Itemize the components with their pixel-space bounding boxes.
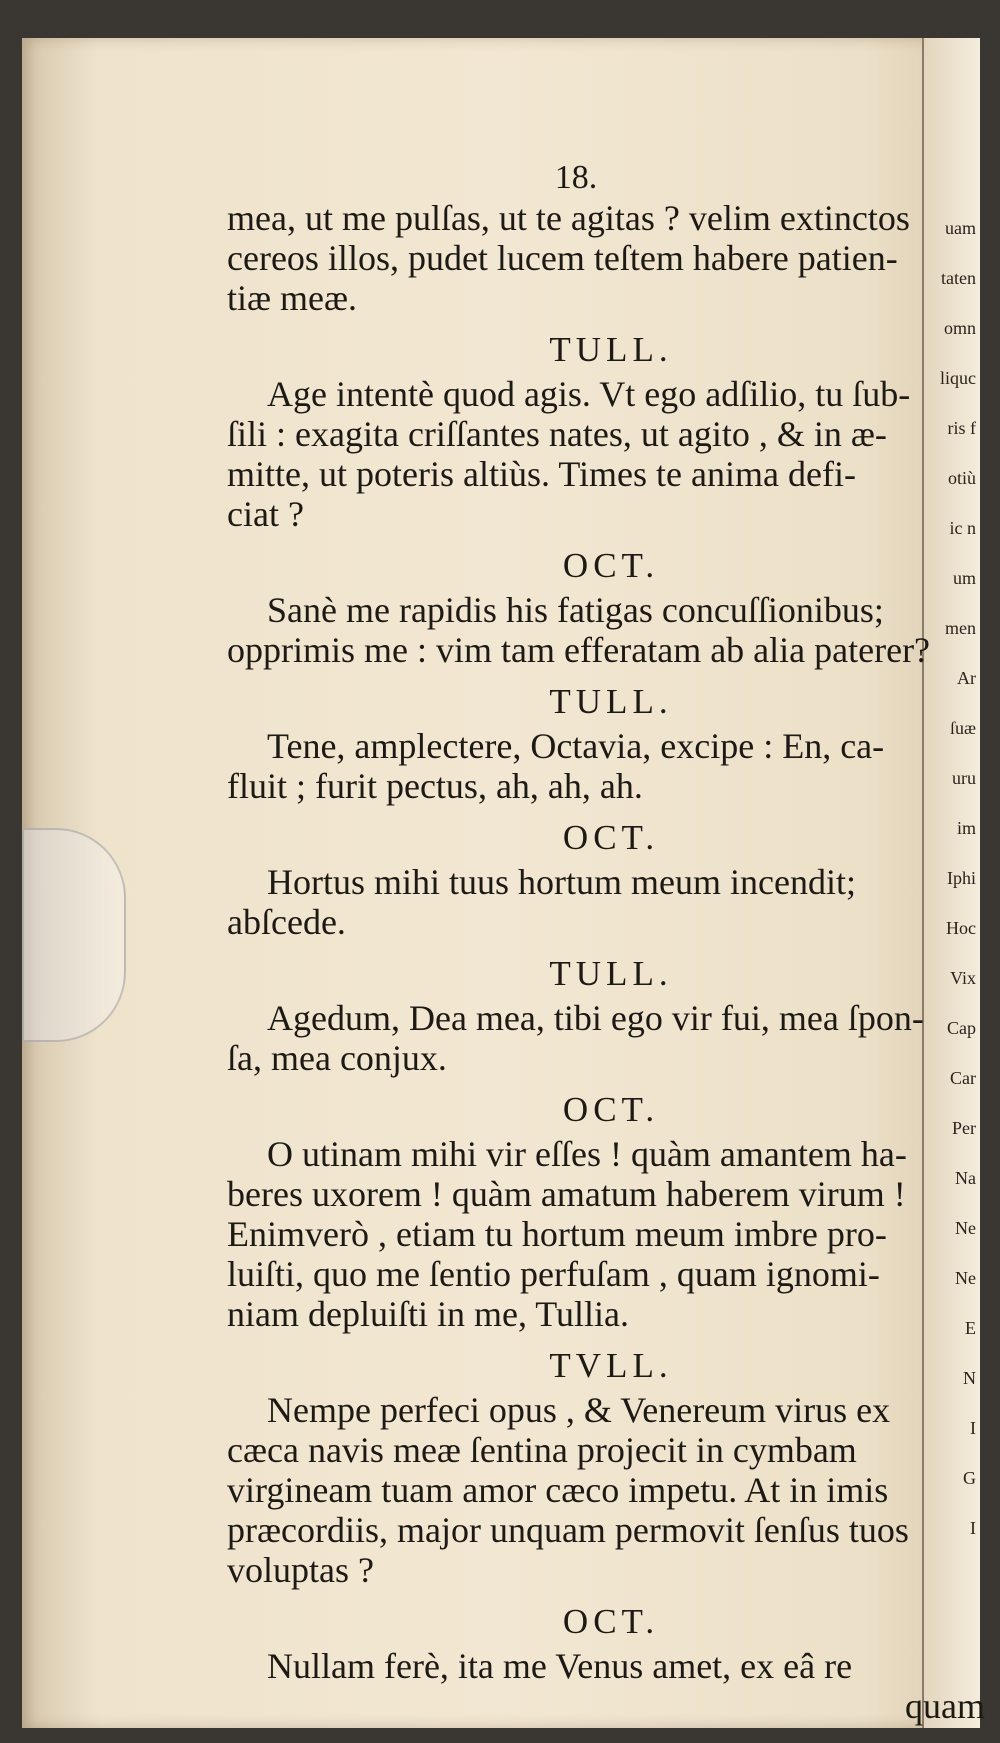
- dialogue-paragraph: [227, 1134, 995, 1334]
- page-clip: [22, 828, 126, 1042]
- edge-fragment: Ne: [955, 1218, 976, 1238]
- text-line: tiæ meæ.: [227, 278, 358, 318]
- speaker-heading: TULL.: [549, 330, 673, 369]
- text-line: voluptas ?: [227, 1550, 374, 1590]
- edge-fragment: otiù: [947, 468, 976, 488]
- edge-fragment: um: [952, 568, 976, 588]
- dialogue-paragraph: [227, 726, 995, 806]
- edge-fragment: Ne: [955, 1268, 976, 1288]
- edge-fragment: liquc: [940, 368, 976, 388]
- text-line: præcordiis, major unquam permovit ſenſus tuos: [227, 1510, 909, 1550]
- edge-fragment: men: [945, 618, 976, 638]
- dialogue-paragraph: [227, 590, 995, 670]
- speaker-heading: OCT.: [562, 1602, 660, 1641]
- text-line: O utinam mihi vir eſſes ! quàm amantem ha-: [267, 1134, 907, 1174]
- edge-fragment: G: [963, 1468, 976, 1488]
- book-page: [22, 38, 985, 1728]
- edge-fragment: Na: [955, 1168, 976, 1188]
- edge-fragment: E: [965, 1318, 976, 1338]
- text-line: Agedum, Dea mea, tibi ego vir fui, mea ſpon-: [267, 998, 924, 1038]
- edge-fragment: Per: [952, 1118, 976, 1138]
- edge-fragment: ſuæ: [949, 718, 976, 738]
- edge-fragment: taten: [941, 268, 976, 288]
- text-line: cereos illos, pudet lucem teſtem habere patien-: [227, 238, 898, 278]
- speaker-heading: TULL.: [549, 682, 673, 721]
- dialogue-paragraph: [227, 1646, 995, 1686]
- speaker-heading: OCT.: [562, 818, 660, 857]
- edge-fragment: Iphi: [947, 868, 976, 888]
- text-line: ſa, mea conjux.: [227, 1038, 447, 1078]
- page-text: [227, 158, 995, 1726]
- edge-fragment: Car: [950, 1068, 976, 1088]
- edge-fragment: Vix: [950, 968, 976, 988]
- text-line: Hortus mihi tuus hortum meum incendit;: [267, 862, 856, 902]
- speaker-heading: OCT.: [562, 546, 660, 585]
- text-line: Nempe perfeci opus , & Venereum virus ex: [267, 1390, 891, 1430]
- text-line: Enimverò , etiam tu hortum meum imbre pro-: [227, 1214, 887, 1254]
- text-line: mitte, ut poteris altiùs. Times te anima defi-: [227, 454, 856, 494]
- edge-fragment: im: [956, 818, 976, 838]
- speaker-heading: TVLL.: [549, 1346, 673, 1385]
- text-line: Tene, amplectere, Octavia, excipe : En, ca-: [267, 726, 885, 766]
- speaker-heading: OCT.: [562, 1090, 660, 1129]
- edge-fragment: I: [970, 1418, 976, 1438]
- text-line: cæca navis meæ ſentina projecit in cymbam: [227, 1430, 857, 1470]
- text-line: opprimis me : vim tam efferatam ab alia paterer?: [227, 630, 931, 670]
- edge-fragment: ris f: [947, 418, 976, 438]
- text-line: ſili : exagita criſſantes nates, ut agito , & in æ-: [227, 414, 887, 454]
- text-line: Nullam ferè, ita me Venus amet, ex eâ re: [267, 1646, 853, 1686]
- edge-fragment: ic n: [949, 518, 976, 538]
- dialogue-paragraph: [227, 1390, 995, 1590]
- text-line: beres uxorem ! quàm amatum haberem virum !: [227, 1174, 906, 1214]
- dialogue-paragraph: [227, 998, 995, 1078]
- text-line: luiſti, quo me ſentio perfuſam , quam ignomi-: [227, 1254, 880, 1294]
- dialogue-paragraph: [227, 862, 995, 942]
- text-line: Age intentè quod agis. Vt ego adſilio, tu ſub-: [267, 374, 911, 414]
- dialogue-paragraph: [227, 374, 995, 534]
- dialogue-paragraph: [227, 198, 995, 318]
- edge-fragment: omn: [943, 318, 976, 338]
- edge-fragment: Cap: [947, 1018, 976, 1038]
- text-line: fluit ; furit pectus, ah, ah, ah.: [227, 766, 643, 806]
- text-line: ciat ?: [227, 494, 304, 534]
- edge-fragment: Ar: [957, 668, 976, 688]
- text-line: Sanè me rapidis his fatigas concuſſionibus;: [267, 590, 884, 630]
- text-line: abſcede.: [227, 902, 346, 942]
- edge-fragment: uam: [945, 218, 976, 238]
- edge-fragment: Hoc: [946, 918, 976, 938]
- page-number: 18.: [554, 159, 598, 196]
- edge-fragment: uru: [952, 768, 976, 788]
- text-line: virgineam tuam amor cæco impetu. At in imis: [227, 1470, 889, 1510]
- edge-fragment: N: [963, 1368, 976, 1388]
- edge-fragment: I: [970, 1518, 976, 1538]
- text-line: niam depluiſti in me, Tullia.: [227, 1294, 630, 1334]
- text-line: mea, ut me pulſas, ut te agitas ? velim extinctos: [227, 198, 910, 238]
- speaker-heading: TULL.: [549, 954, 673, 993]
- catchword: quam: [905, 1686, 985, 1726]
